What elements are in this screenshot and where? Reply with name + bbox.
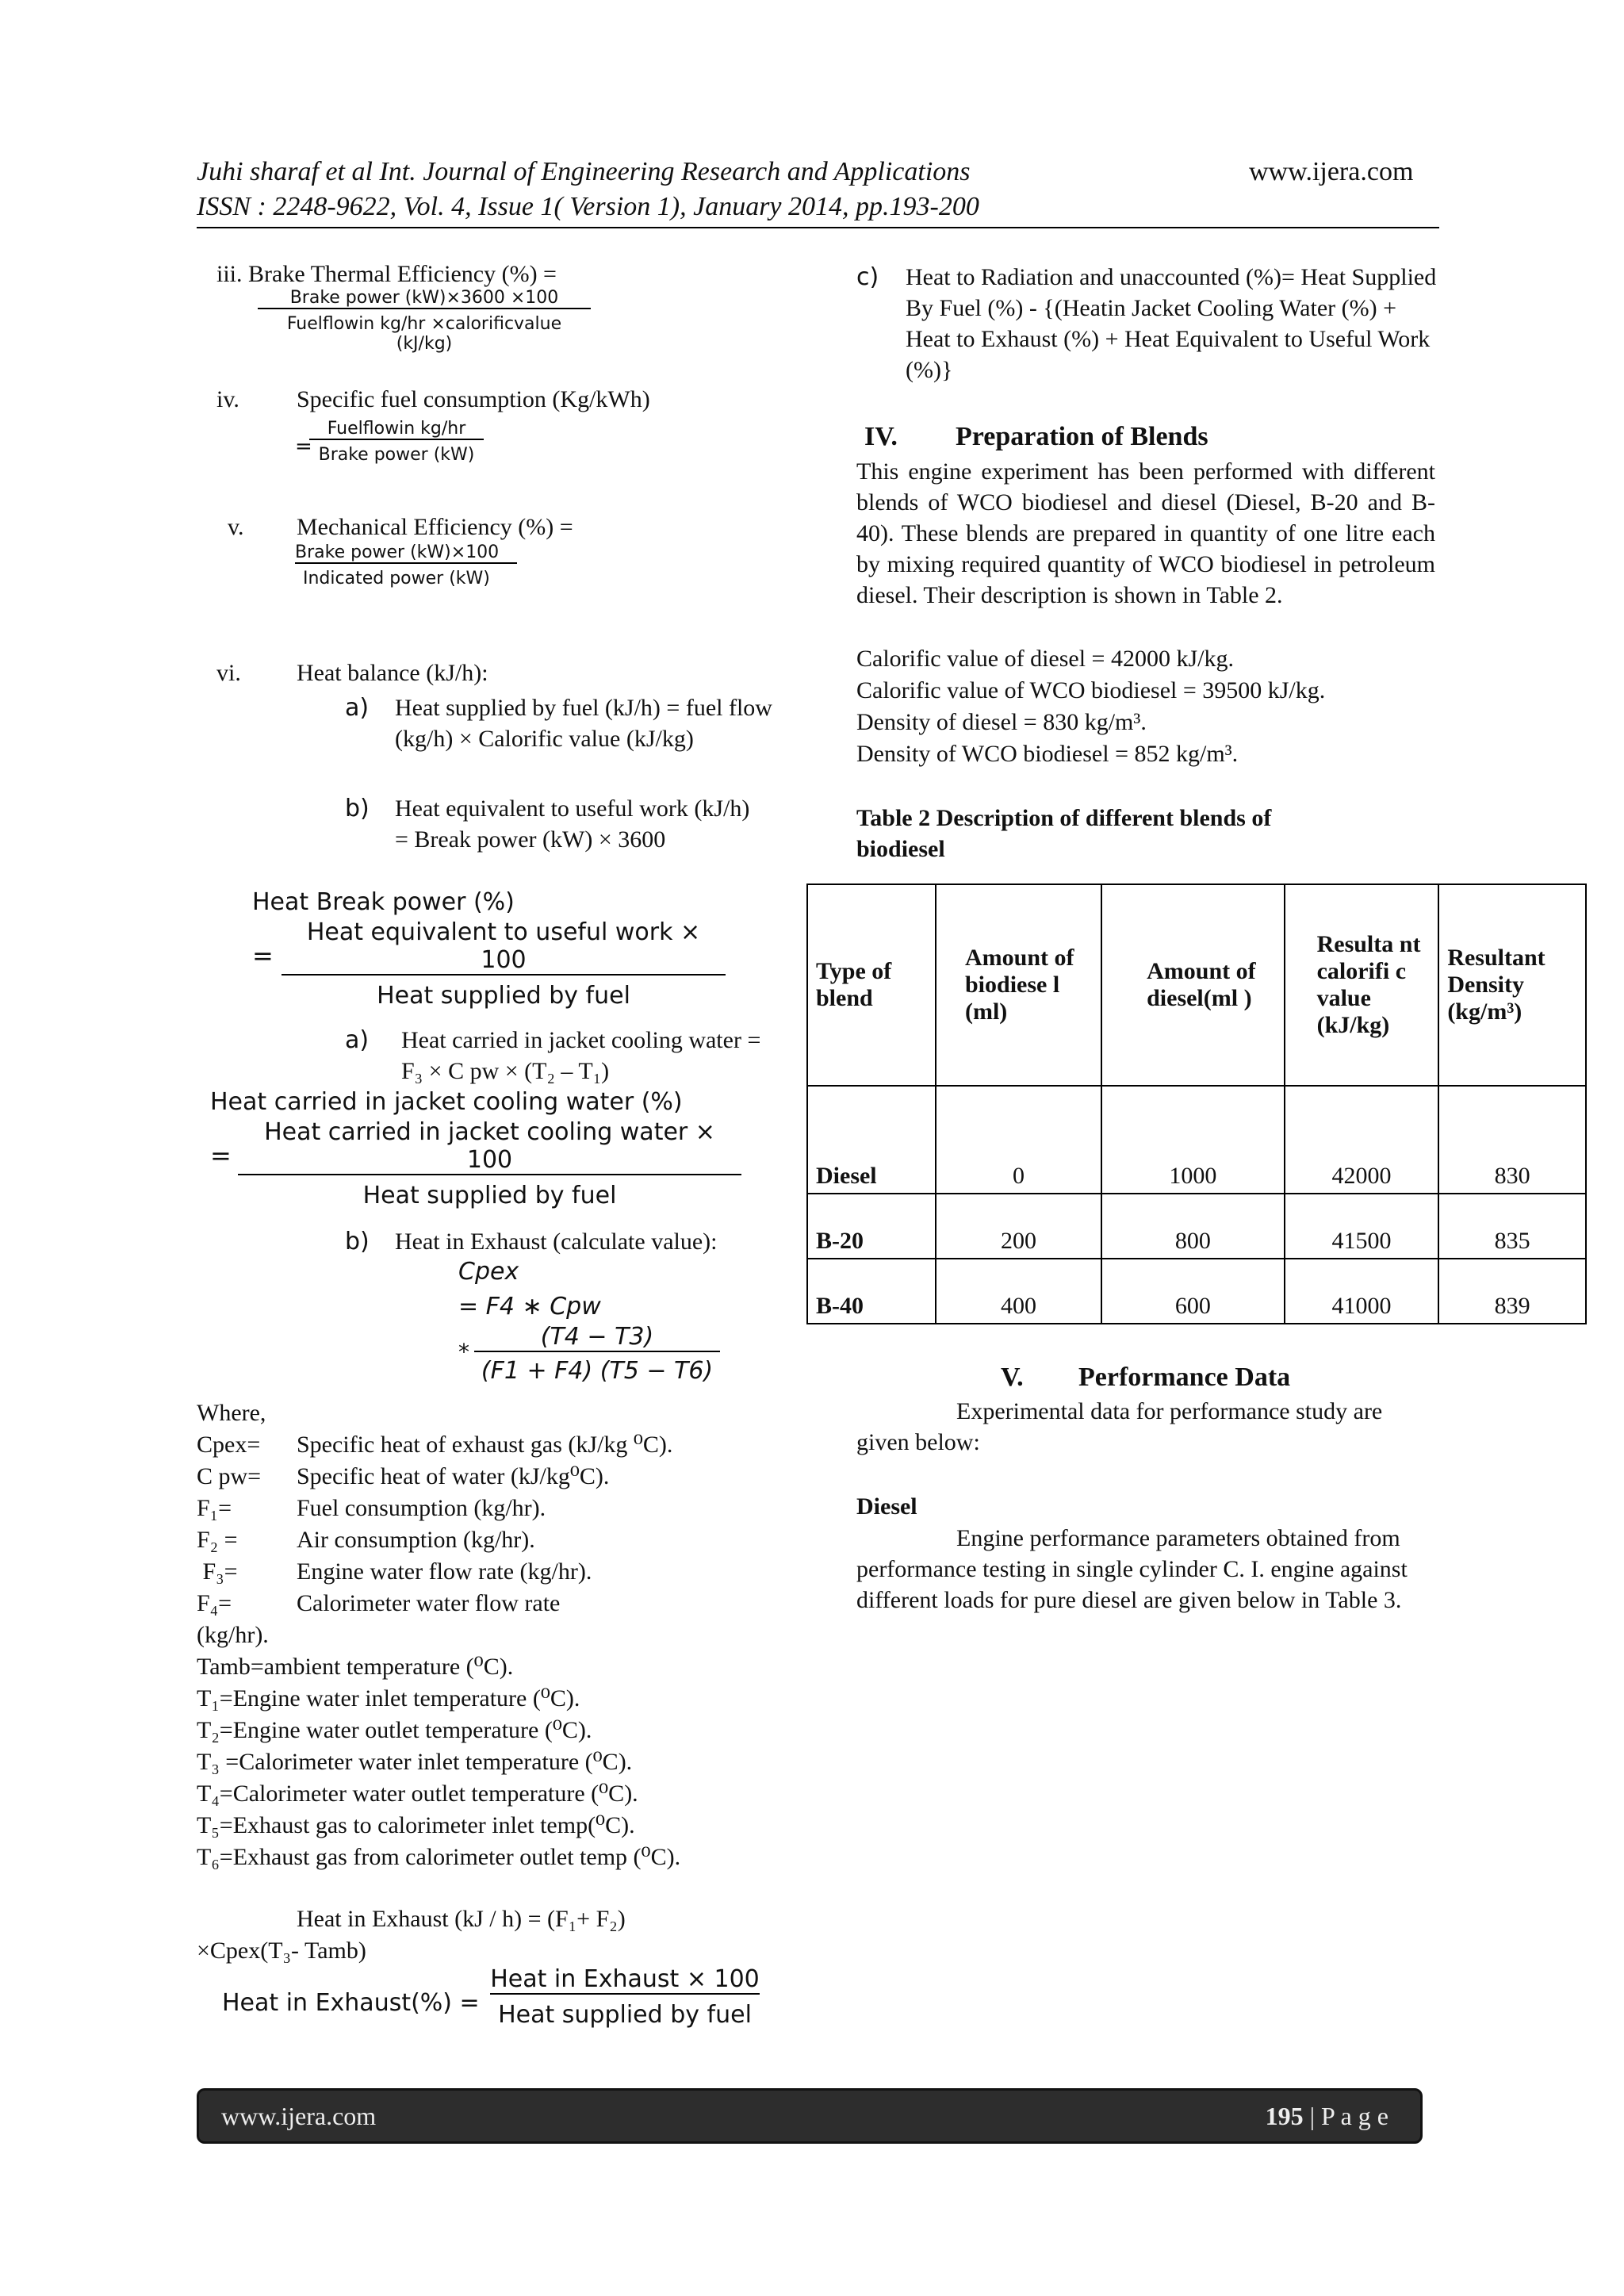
journal-citation: Juhi sharaf et al Int. Journal of Engineering Research and Applications	[197, 157, 971, 186]
table-cell: B-40	[807, 1259, 936, 1324]
table-cell: B-20	[807, 1194, 936, 1259]
page-number: 195	[1265, 2102, 1304, 2130]
table-cell: 839	[1438, 1259, 1586, 1324]
hexp-denominator: Heat supplied by fuel	[490, 1993, 760, 2029]
eq-iv-number: iv.	[216, 386, 239, 412]
eq-v-numerator: Brake power (kW)×100	[295, 542, 500, 562]
hj-numerator: Heat carried in jacket cooling water × 100	[264, 1118, 715, 1174]
def-symbol: F₁=	[197, 1495, 232, 1521]
table-cell: 600	[1101, 1259, 1284, 1324]
table-cell: Diesel	[807, 1086, 936, 1194]
issn-line: ISSN : 2248-9622, Vol. 4, Issue 1( Version 1), January 2014, pp.193-200	[197, 192, 979, 221]
multiply-sign: *	[458, 1339, 469, 1365]
definition-row	[197, 1524, 680, 1556]
table-header-row	[807, 884, 1586, 1086]
header-website[interactable]: www.ijera.com	[1249, 157, 1414, 186]
def-description: Calorimeter water flow rate	[297, 1590, 561, 1616]
item-a2-marker: a)	[345, 1026, 370, 1054]
table-header-cell: Type of blend	[807, 884, 936, 1086]
item-a1-marker: a)	[345, 694, 370, 722]
temp-definition: T₄=Calorimeter water outlet temperature (⁰C).	[197, 1780, 638, 1807]
eq-v-label: Mechanical Efficiency (%) =	[297, 514, 573, 540]
cpex-denominator: (F1 + F4) (T5 − T6)	[474, 1351, 720, 1385]
heat-jacket-fraction	[238, 1118, 741, 1209]
eq-vi-number: vi.	[216, 660, 241, 686]
diesel-subheading: Diesel	[856, 1493, 917, 1520]
item-c-text: Heat to Radiation and unaccounted (%)= Heat Supplied By Fuel (%) - {(Heatin Jacket Cooling Water (%) + Heat to Exhaust (%) + Heat Equivalent to Useful Work (%)}	[906, 264, 1437, 383]
def-description: Air consumption (kg/hr).	[297, 1527, 535, 1553]
equals-sign: =	[210, 1140, 232, 1171]
eq-iv-numerator: Fuelflowin kg/hr	[327, 419, 466, 439]
def-description: Specific heat of water (kJ/kg⁰C).	[297, 1463, 610, 1489]
equals-sign: =	[252, 941, 274, 971]
section-iv-paragraph: This engine experiment has been performed with different blends of WCO biodiesel and diesel (Diesel, B-20 and B-40). These blends are prepared in quantity of one litre each by mixing required quantity of WCO biodiesel in petroleum diesel. Their description is shown in Table 2.	[856, 458, 1435, 608]
footer-website[interactable]: www.ijera.com	[221, 2102, 377, 2130]
heat-exhaust-pct-label: Heat in Exhaust(%) =	[222, 1989, 480, 2017]
page-indicator	[1266, 2102, 1388, 2131]
hexp-numerator: Heat in Exhaust × 100	[490, 1965, 760, 1993]
item-a2-text: Heat carried in jacket cooling water = F₃ × C pw × (T₂ – T₁)	[401, 1027, 761, 1084]
temp-definition: T₁=Engine water inlet temperature (⁰C).	[197, 1685, 580, 1711]
table-cell: 835	[1438, 1194, 1586, 1259]
def-symbol: F₂ =	[197, 1527, 238, 1553]
table-header-cell: Resultant Density (kg/m³)	[1438, 884, 1586, 1086]
def-symbol: F₃=	[197, 1558, 238, 1585]
temp-definition: T₅=Exhaust gas to calorimeter inlet temp(⁰C).	[197, 1812, 635, 1838]
item-b1-text: Heat equivalent to useful work (kJ/h) = Break power (kW) × 3600	[395, 795, 750, 853]
equals-sign: =	[295, 435, 312, 458]
def-symbol: F₄=	[197, 1590, 232, 1616]
density-wco: Density of WCO biodiesel = 852 kg/m³.	[856, 741, 1239, 767]
temp-definition: T₂=Engine water outlet temperature (⁰C).	[197, 1717, 592, 1743]
eq-iii-numerator: Brake power (kW)×3600 ×100	[289, 288, 559, 308]
table-cell: 400	[936, 1259, 1101, 1324]
table-header-cell: Amount of biodiese l (ml)	[936, 884, 1101, 1086]
item-b2-text: Heat in Exhaust (calculate value):	[395, 1228, 718, 1255]
calorific-diesel: Calorific value of diesel = 42000 kJ/kg.	[856, 646, 1234, 672]
def-description: Engine water flow rate (kg/hr).	[297, 1558, 592, 1585]
heat-break-power-label: Heat Break power (%)	[252, 888, 515, 916]
table-row	[807, 1259, 1586, 1324]
heat-exhaust-eq-line2: ×Cpex(T₃- Tamb)	[197, 1938, 366, 1964]
cpex-numerator: (T4 − T3)	[540, 1323, 654, 1351]
eq-v-fraction	[295, 542, 517, 588]
calorific-wco: Calorific value of WCO biodiesel = 39500 kJ/kg.	[856, 677, 1326, 703]
table-cell: 41000	[1285, 1259, 1439, 1324]
cpex-symbol: Cpex	[458, 1258, 519, 1286]
definition-tail: (kg/hr).	[197, 1622, 269, 1648]
table-header-cell: Amount of diesel(ml )	[1101, 884, 1284, 1086]
table-cell: 800	[1101, 1194, 1284, 1259]
definition-row	[197, 1493, 680, 1524]
cpex-fraction	[474, 1323, 720, 1385]
eq-iv-fraction	[309, 419, 484, 465]
section-iv-number: IV.	[864, 422, 898, 451]
variable-definitions	[197, 1429, 680, 1873]
section-iv-title: Preparation of Blends	[956, 422, 1208, 451]
table-row	[807, 1194, 1586, 1259]
temp-definition: T₃ =Calorimeter water inlet temperature (⁰C).	[197, 1749, 633, 1775]
where-label: Where,	[197, 1400, 266, 1426]
section-v-title: Performance Data	[1078, 1363, 1291, 1392]
def-symbol: Cpex=	[197, 1432, 261, 1458]
eq-iii-fraction	[258, 288, 591, 354]
eq-iii-denominator: Fuelflowin kg/hr ×calorificvalue (kJ/kg)	[258, 308, 591, 354]
eq-v-number: v.	[228, 514, 244, 540]
blends-table	[806, 884, 1587, 1324]
eq-v-denominator: Indicated power (kW)	[295, 562, 517, 588]
hj-denominator: Heat supplied by fuel	[238, 1174, 741, 1209]
def-description: Specific heat of exhaust gas (kJ/kg ⁰C).	[297, 1432, 673, 1458]
item-a1-text: Heat supplied by fuel (kJ/h) = fuel flow (kg/h) × Calorific value (kJ/kg)	[395, 695, 772, 752]
def-symbol: C pw=	[197, 1463, 262, 1489]
temp-definition: Tamb=ambient temperature (⁰C).	[197, 1654, 514, 1680]
page-label: | P a g e	[1303, 2102, 1388, 2130]
header-rule	[197, 227, 1439, 228]
eq-iv-label: Specific fuel consumption (Kg/kWh)	[297, 386, 650, 412]
definition-row	[197, 1429, 680, 1461]
item-b2-marker: b)	[345, 1228, 370, 1255]
section-v-number: V.	[1001, 1363, 1024, 1392]
eq-iii-label: iii. Brake Thermal Efficiency (%) =	[216, 261, 557, 287]
density-diesel: Density of diesel = 830 kg/m³.	[856, 709, 1147, 735]
cpex-formula-line: = F4 ∗ Cpw	[458, 1293, 601, 1320]
table-caption: Table 2 Description of different blends of biodiesel	[856, 805, 1272, 862]
table-cell: 830	[1438, 1086, 1586, 1194]
eq-vi-label: Heat balance (kJ/h):	[297, 660, 488, 686]
table-cell: 1000	[1101, 1086, 1284, 1194]
table-header-cell: Resulta nt calorifi c value (kJ/kg)	[1285, 884, 1439, 1086]
definition-row	[197, 1461, 680, 1493]
hbp-numerator: Heat equivalent to useful work × 100	[306, 918, 701, 974]
definition-row	[197, 1588, 680, 1619]
def-description: Fuel consumption (kg/hr).	[297, 1495, 546, 1521]
definition-row	[197, 1556, 680, 1588]
heat-jacket-label: Heat carried in jacket cooling water (%)	[210, 1088, 683, 1116]
eq-iv-denominator: Brake power (kW)	[309, 439, 484, 465]
page-footer	[197, 2088, 1423, 2144]
table-row	[807, 1086, 1586, 1194]
item-b1-marker: b)	[345, 795, 370, 822]
table-cell: 42000	[1285, 1086, 1439, 1194]
item-c-marker: c)	[856, 263, 879, 291]
hbp-denominator: Heat supplied by fuel	[282, 974, 726, 1010]
table-cell: 200	[936, 1194, 1101, 1259]
table-cell: 41500	[1285, 1194, 1439, 1259]
section-v-paragraph: Experimental data for performance study are given below:	[856, 1398, 1383, 1455]
heat-exhaust-eq-line1: Heat in Exhaust (kJ / h) = (F₁+ F₂)	[297, 1906, 626, 1932]
heat-break-power-fraction	[282, 918, 726, 1010]
temp-definition: T₆=Exhaust gas from calorimeter outlet temp (⁰C).	[197, 1844, 681, 1870]
diesel-paragraph: Engine performance parameters obtained from performance testing in single cylinder C. I. engine against different loads for pure diesel are given below in Table 3.	[856, 1525, 1408, 1613]
heat-exhaust-pct-fraction	[490, 1965, 760, 2029]
table-cell: 0	[936, 1086, 1101, 1194]
